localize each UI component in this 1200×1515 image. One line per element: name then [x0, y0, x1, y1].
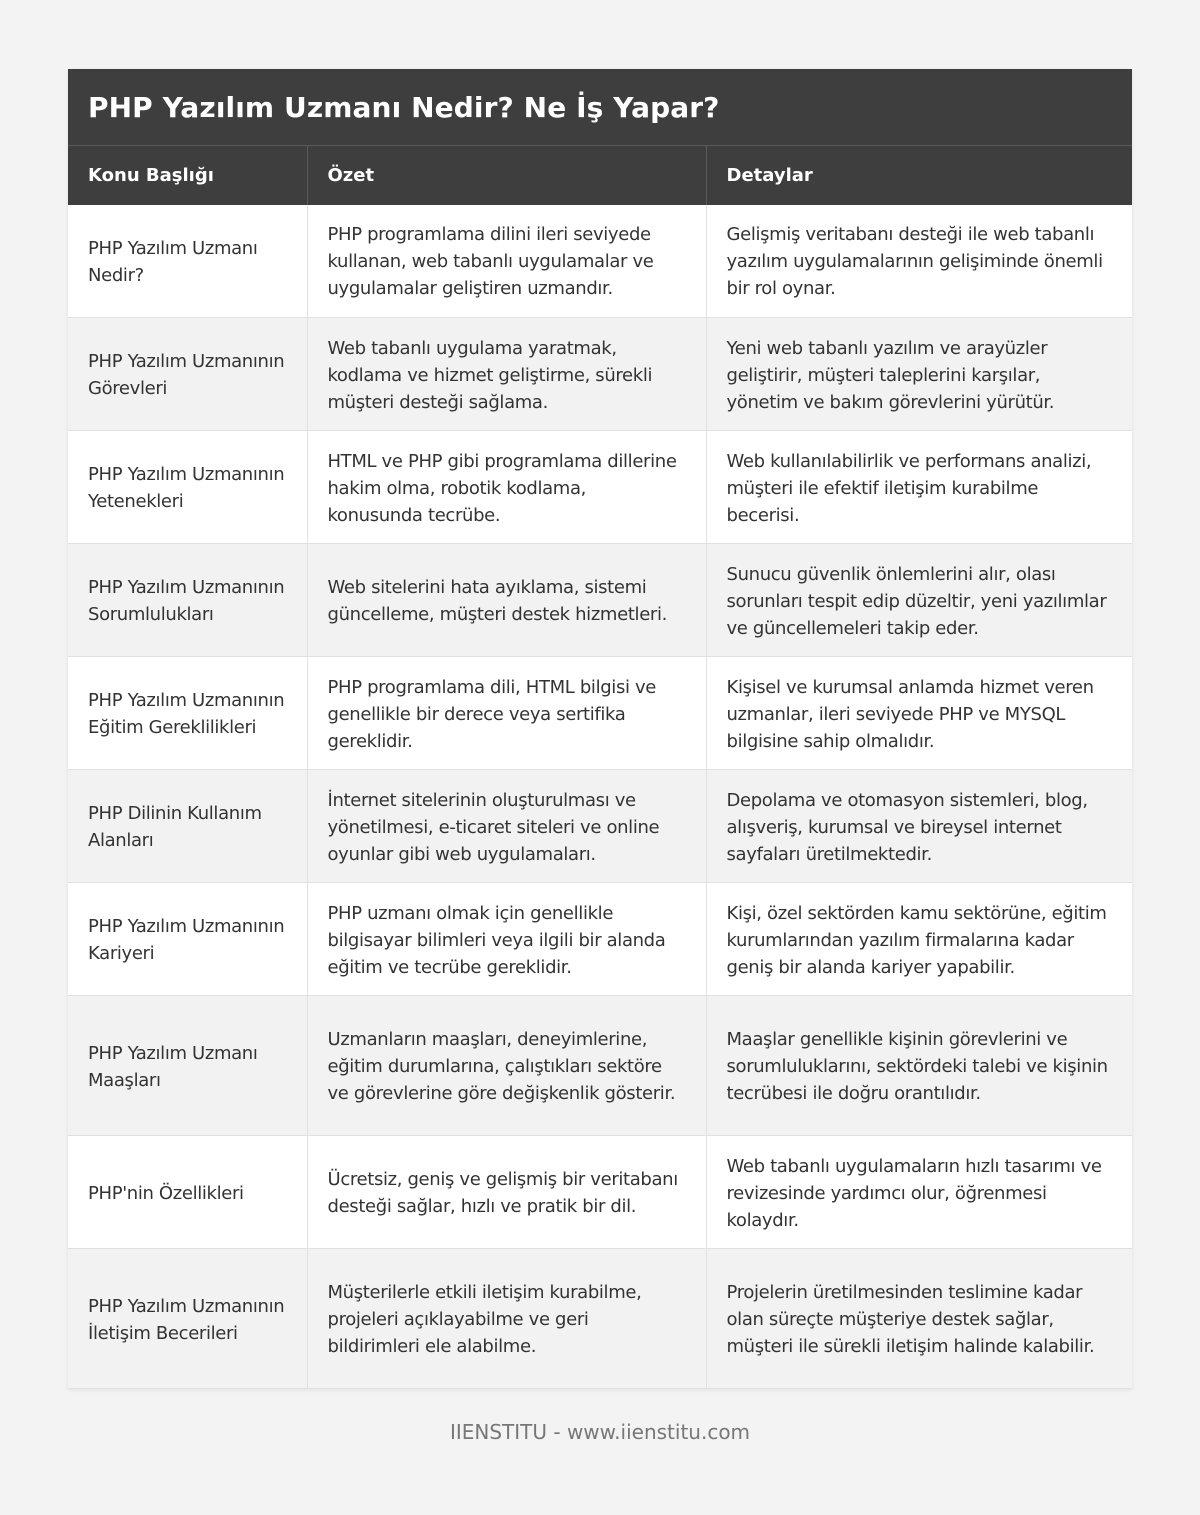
- column-header-summary: Özet: [307, 146, 706, 205]
- topic-cell: PHP Yazılım Uzmanının Görevleri: [68, 318, 307, 431]
- column-header-topic: Konu Başlığı: [68, 146, 307, 205]
- table-row: [68, 1249, 1132, 1389]
- details-cell: Depolama ve otomasyon sistemleri, blog, alışveriş, kurumsal ve bireysel internet sayfaları üretilmektedir.: [706, 770, 1132, 883]
- table-row: [68, 544, 1132, 657]
- summary-cell: Web sitelerini hata ayıklama, sistemi güncelleme, müşteri destek hizmetleri.: [307, 544, 706, 657]
- details-cell: Yeni web tabanlı yazılım ve arayüzler geliştirir, müşteri taleplerini karşılar, yönetim ve bakım görevlerini yürütür.: [706, 318, 1132, 431]
- summary-cell: PHP uzmanı olmak için genellikle bilgisayar bilimleri veya ilgili bir alanda eğitim ve tecrübe gereklidir.: [307, 883, 706, 996]
- table-row: [68, 205, 1132, 318]
- topic-cell: PHP Yazılım Uzmanının Sorumlulukları: [68, 544, 307, 657]
- summary-cell: HTML ve PHP gibi programlama dillerine hakim olma, robotik kodlama, konusunda tecrübe.: [307, 431, 706, 544]
- table-row: [68, 431, 1132, 544]
- title-bar: [68, 69, 1132, 145]
- summary-cell: Müşterilerle etkili iletişim kurabilme, projeleri açıklayabilme ve geri bildirimleri ele alabilme.: [307, 1249, 706, 1389]
- summary-cell: Web tabanlı uygulama yaratmak, kodlama ve hizmet geliştirme, sürekli müşteri desteği sağlama.: [307, 318, 706, 431]
- topic-cell: PHP Yazılım Uzmanı Maaşları: [68, 996, 307, 1136]
- footer-credit: IIENSTITU - www.iienstitu.com: [449, 1420, 751, 1444]
- summary-cell: PHP programlama dili, HTML bilgisi ve genellikle bir derece veya sertifika gereklidir.: [307, 657, 706, 770]
- page-title: PHP Yazılım Uzmanı Nedir? Ne İş Yapar?: [88, 90, 720, 124]
- summary-cell: İnternet sitelerinin oluşturulması ve yönetilmesi, e-ticaret siteleri ve online oyunlar gibi web uygulamaları.: [307, 770, 706, 883]
- table-row: [68, 883, 1132, 996]
- details-cell: Projelerin üretilmesinden teslimine kadar olan süreçte müşteriye destek sağlar, müşteri ile sürekli iletişim halinde kalabilir.: [706, 1249, 1132, 1389]
- info-table: [68, 145, 1132, 1389]
- topic-cell: PHP Yazılım Uzmanı Nedir?: [68, 205, 307, 318]
- summary-cell: Uzmanların maaşları, deneyimlerine, eğitim durumlarına, çalıştıkları sektöre ve görevlerine göre değişkenlik gösterir.: [307, 996, 706, 1136]
- table-header-row: [68, 146, 1132, 205]
- details-cell: Web kullanılabilirlik ve performans analizi, müşteri ile efektif iletişim kurabilme becerisi.: [706, 431, 1132, 544]
- topic-cell: PHP'nin Özellikleri: [68, 1136, 307, 1249]
- topic-cell: PHP Dilinin Kullanım Alanları: [68, 770, 307, 883]
- topic-cell: PHP Yazılım Uzmanının İletişim Becerileri: [68, 1249, 307, 1389]
- details-cell: Gelişmiş veritabanı desteği ile web tabanlı yazılım uygulamalarının gelişiminde önemli bir rol oynar.: [706, 205, 1132, 318]
- details-cell: Sunucu güvenlik önlemlerini alır, olası sorunları tespit edip düzeltir, yeni yazılımlar ve güncellemeleri takip eder.: [706, 544, 1132, 657]
- summary-cell: PHP programlama dilini ileri seviyede kullanan, web tabanlı uygulamalar ve uygulamalar geliştiren uzmandır.: [307, 205, 706, 318]
- table-row: [68, 318, 1132, 431]
- table-row: [68, 657, 1132, 770]
- details-cell: Kişi, özel sektörden kamu sektörüne, eğitim kurumlarından yazılım firmalarına kadar geniş bir alanda kariyer yapabilir.: [706, 883, 1132, 996]
- table-row: [68, 996, 1132, 1136]
- details-cell: Maaşlar genellikle kişinin görevlerini ve sorumluluklarını, sektördeki talebi ve kişinin tecrübesi ile doğru orantılıdır.: [706, 996, 1132, 1136]
- summary-cell: Ücretsiz, geniş ve gelişmiş bir veritabanı desteği sağlar, hızlı ve pratik bir dil.: [307, 1136, 706, 1249]
- topic-cell: PHP Yazılım Uzmanının Kariyeri: [68, 883, 307, 996]
- content-card: [68, 69, 1132, 1389]
- table-row: [68, 1136, 1132, 1249]
- table-row: [68, 770, 1132, 883]
- topic-cell: PHP Yazılım Uzmanının Yetenekleri: [68, 431, 307, 544]
- details-cell: Kişisel ve kurumsal anlamda hizmet veren uzmanlar, ileri seviyede PHP ve MYSQL bilgisine sahip olmalıdır.: [706, 657, 1132, 770]
- column-header-details: Detaylar: [706, 146, 1132, 205]
- topic-cell: PHP Yazılım Uzmanının Eğitim Gereklilikleri: [68, 657, 307, 770]
- details-cell: Web tabanlı uygulamaların hızlı tasarımı ve revizesinde yardımcı olur, öğrenmesi kolaydır.: [706, 1136, 1132, 1249]
